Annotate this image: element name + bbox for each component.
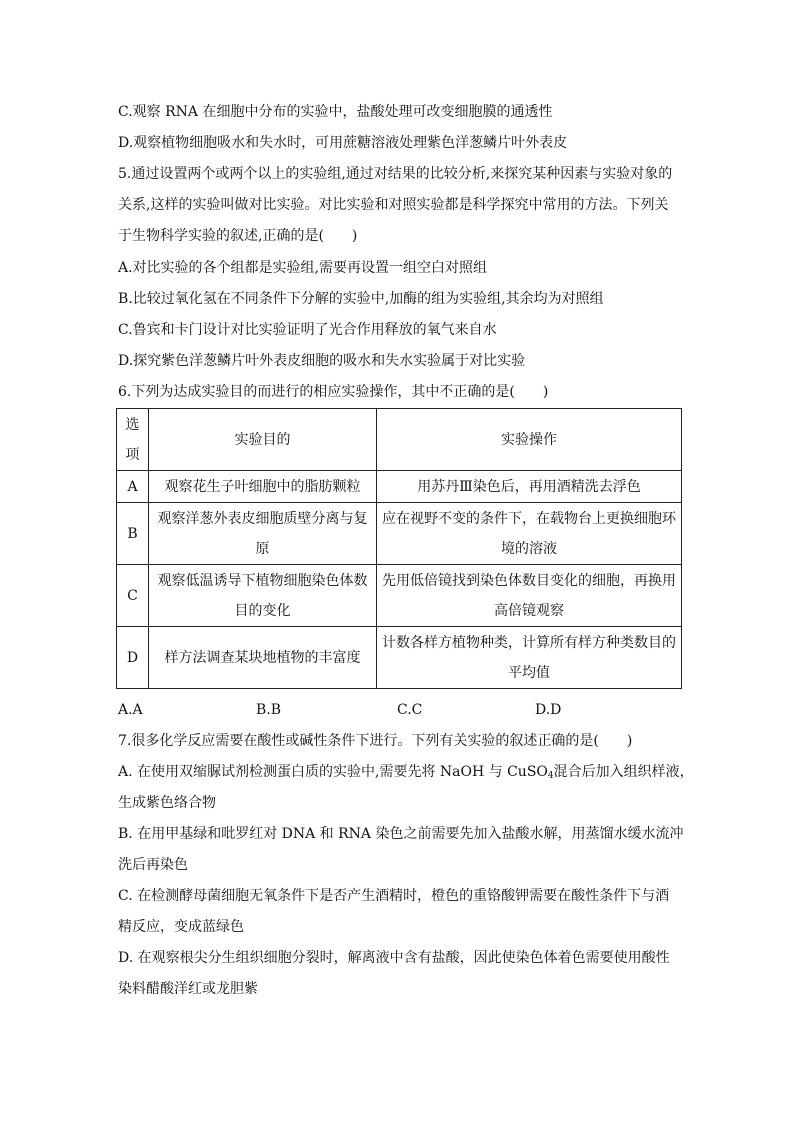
q7-option-a-text: A. 在使用双缩脲试剂检测蛋白质的实验中,需要先将 NaOH 与 CuSO xyxy=(118,764,548,780)
q6-table xyxy=(116,408,682,689)
row-purpose-line: 样方法调查某块地植物的丰富度 xyxy=(164,649,361,666)
row-operation xyxy=(377,471,682,503)
q5-option-c: C.鲁宾和卡门设计对比实验证明了光合作用释放的氧气来自水 xyxy=(118,322,497,338)
header-purpose: 实验目的 xyxy=(149,409,377,471)
q4-option-c: C.观察 RNA 在细胞中分布的实验中，盐酸处理可改变细胞膜的通透性 xyxy=(118,104,553,120)
row-operation xyxy=(377,627,682,689)
header-option-line-2: 项 xyxy=(125,446,140,463)
header-option-line-1: 选 xyxy=(125,416,140,433)
q6-stem: 6.下列为达成实验目的而进行的相应实验操作，其中不正确的是( ) xyxy=(118,384,549,400)
q6-option-a: A.A xyxy=(118,702,143,718)
row-option: A xyxy=(117,471,149,503)
q7-option-a-line-2: 生成紫色络合物 xyxy=(118,795,216,811)
q7-option-b-line-1: B. 在用甲基绿和吡罗红对 DNA 和 RNA 染色之前需要先加入盐酸水解，用蒸馏水缓水流冲 xyxy=(118,826,684,842)
row-option: C xyxy=(117,565,149,627)
row-operation-line: 高倍镜观察 xyxy=(494,602,564,619)
table-row xyxy=(117,627,682,689)
row-purpose xyxy=(149,503,377,565)
table-row xyxy=(117,503,682,565)
row-operation-line: 先用低倍镜找到染色体数目变化的细胞，再换用 xyxy=(382,572,676,589)
q5-option-b: B.比较过氧化氢在不同条件下分解的实验中,加酶的组为实验组,其余均为对照组 xyxy=(118,291,604,307)
q6-option-c: C.C xyxy=(397,702,423,718)
row-operation xyxy=(377,565,682,627)
row-option: B xyxy=(117,503,149,565)
row-operation-line: 平均值 xyxy=(508,664,550,681)
q6-option-d: D.D xyxy=(535,702,562,718)
row-purpose-line: 观察洋葱外表皮细胞质壁分离与复 xyxy=(157,510,368,527)
row-purpose-line: 目的变化 xyxy=(234,602,291,619)
q6-options xyxy=(118,700,678,720)
header-option xyxy=(117,409,149,471)
q5-option-d: D.探究紫色洋葱鳞片叶外表皮细胞的吸水和失水实验属于对比实验 xyxy=(118,353,526,369)
row-purpose xyxy=(149,627,377,689)
q5-stem-line-3: 于生物科学实验的叙述,正确的是( ) xyxy=(118,228,358,244)
row-purpose-line: 观察花生子叶细胞中的脂肪颗粒 xyxy=(164,478,361,495)
q7-option-c-line-2: 精反应，变成蓝绿色 xyxy=(118,919,244,935)
q6-option-b: B.B xyxy=(256,702,282,718)
q7-stem: 7.很多化学反应需要在酸性或碱性条件下进行。下列有关实验的叙述正确的是( ) xyxy=(118,733,633,749)
row-purpose-line: 原 xyxy=(255,540,270,557)
q7-option-a-subscript: 4 xyxy=(547,771,554,781)
row-purpose xyxy=(149,565,377,627)
row-option: D xyxy=(117,627,149,689)
header-operation: 实验操作 xyxy=(377,409,682,471)
q5-option-a: A.对比实验的各个组都是实验组,需要再设置一组空白对照组 xyxy=(118,260,488,276)
q7-option-a-text-end: 混合后加入组织样液， xyxy=(553,764,694,780)
q4-option-d: D.观察植物细胞吸水和失水时，可用蔗糖溶液处理紫色洋葱鳞片叶外表皮 xyxy=(118,135,568,151)
q5-stem-line-1: 5.通过设置两个或两个以上的实验组,通过对结果的比较分析,来探究某种因素与实验对象的 xyxy=(118,166,673,182)
q5-stem-line-2: 关系,这样的实验叫做对比实验。对比实验和对照实验都是科学探究中常用的方法。下列关 xyxy=(118,197,669,213)
q7-option-b-line-2: 洗后再染色 xyxy=(118,857,188,873)
row-operation-line: 应在视野不变的条件下，在载物台上更换细胞环 xyxy=(382,510,676,527)
row-operation xyxy=(377,503,682,565)
row-purpose xyxy=(149,471,377,503)
row-operation-line: 用苏丹Ⅲ染色后，再用酒精洗去浮色 xyxy=(417,478,641,495)
table-header-row xyxy=(117,409,682,471)
q7-option-c-line-1: C. 在检测酵母菌细胞无氧条件下是否产生酒精时，橙色的重铬酸钾需要在酸性条件下与酒 xyxy=(118,888,670,904)
row-operation-line: 计数各样方植物种类，计算所有样方种类数目的 xyxy=(382,634,676,651)
q7-option-d-line-2: 染料醋酸洋红或龙胆紫 xyxy=(118,981,258,997)
row-operation-line: 境的溶液 xyxy=(501,540,557,557)
row-purpose-line: 观察低温诱导下植物细胞染色体数 xyxy=(157,572,368,589)
q7-option-d-line-1: D. 在观察根尖分生组织细胞分裂时，解离液中含有盐酸，因此使染色体着色需要使用酸性 xyxy=(118,950,670,966)
table-row xyxy=(117,565,682,627)
q7-option-a-line-1 xyxy=(118,762,694,786)
table-row xyxy=(117,471,682,503)
